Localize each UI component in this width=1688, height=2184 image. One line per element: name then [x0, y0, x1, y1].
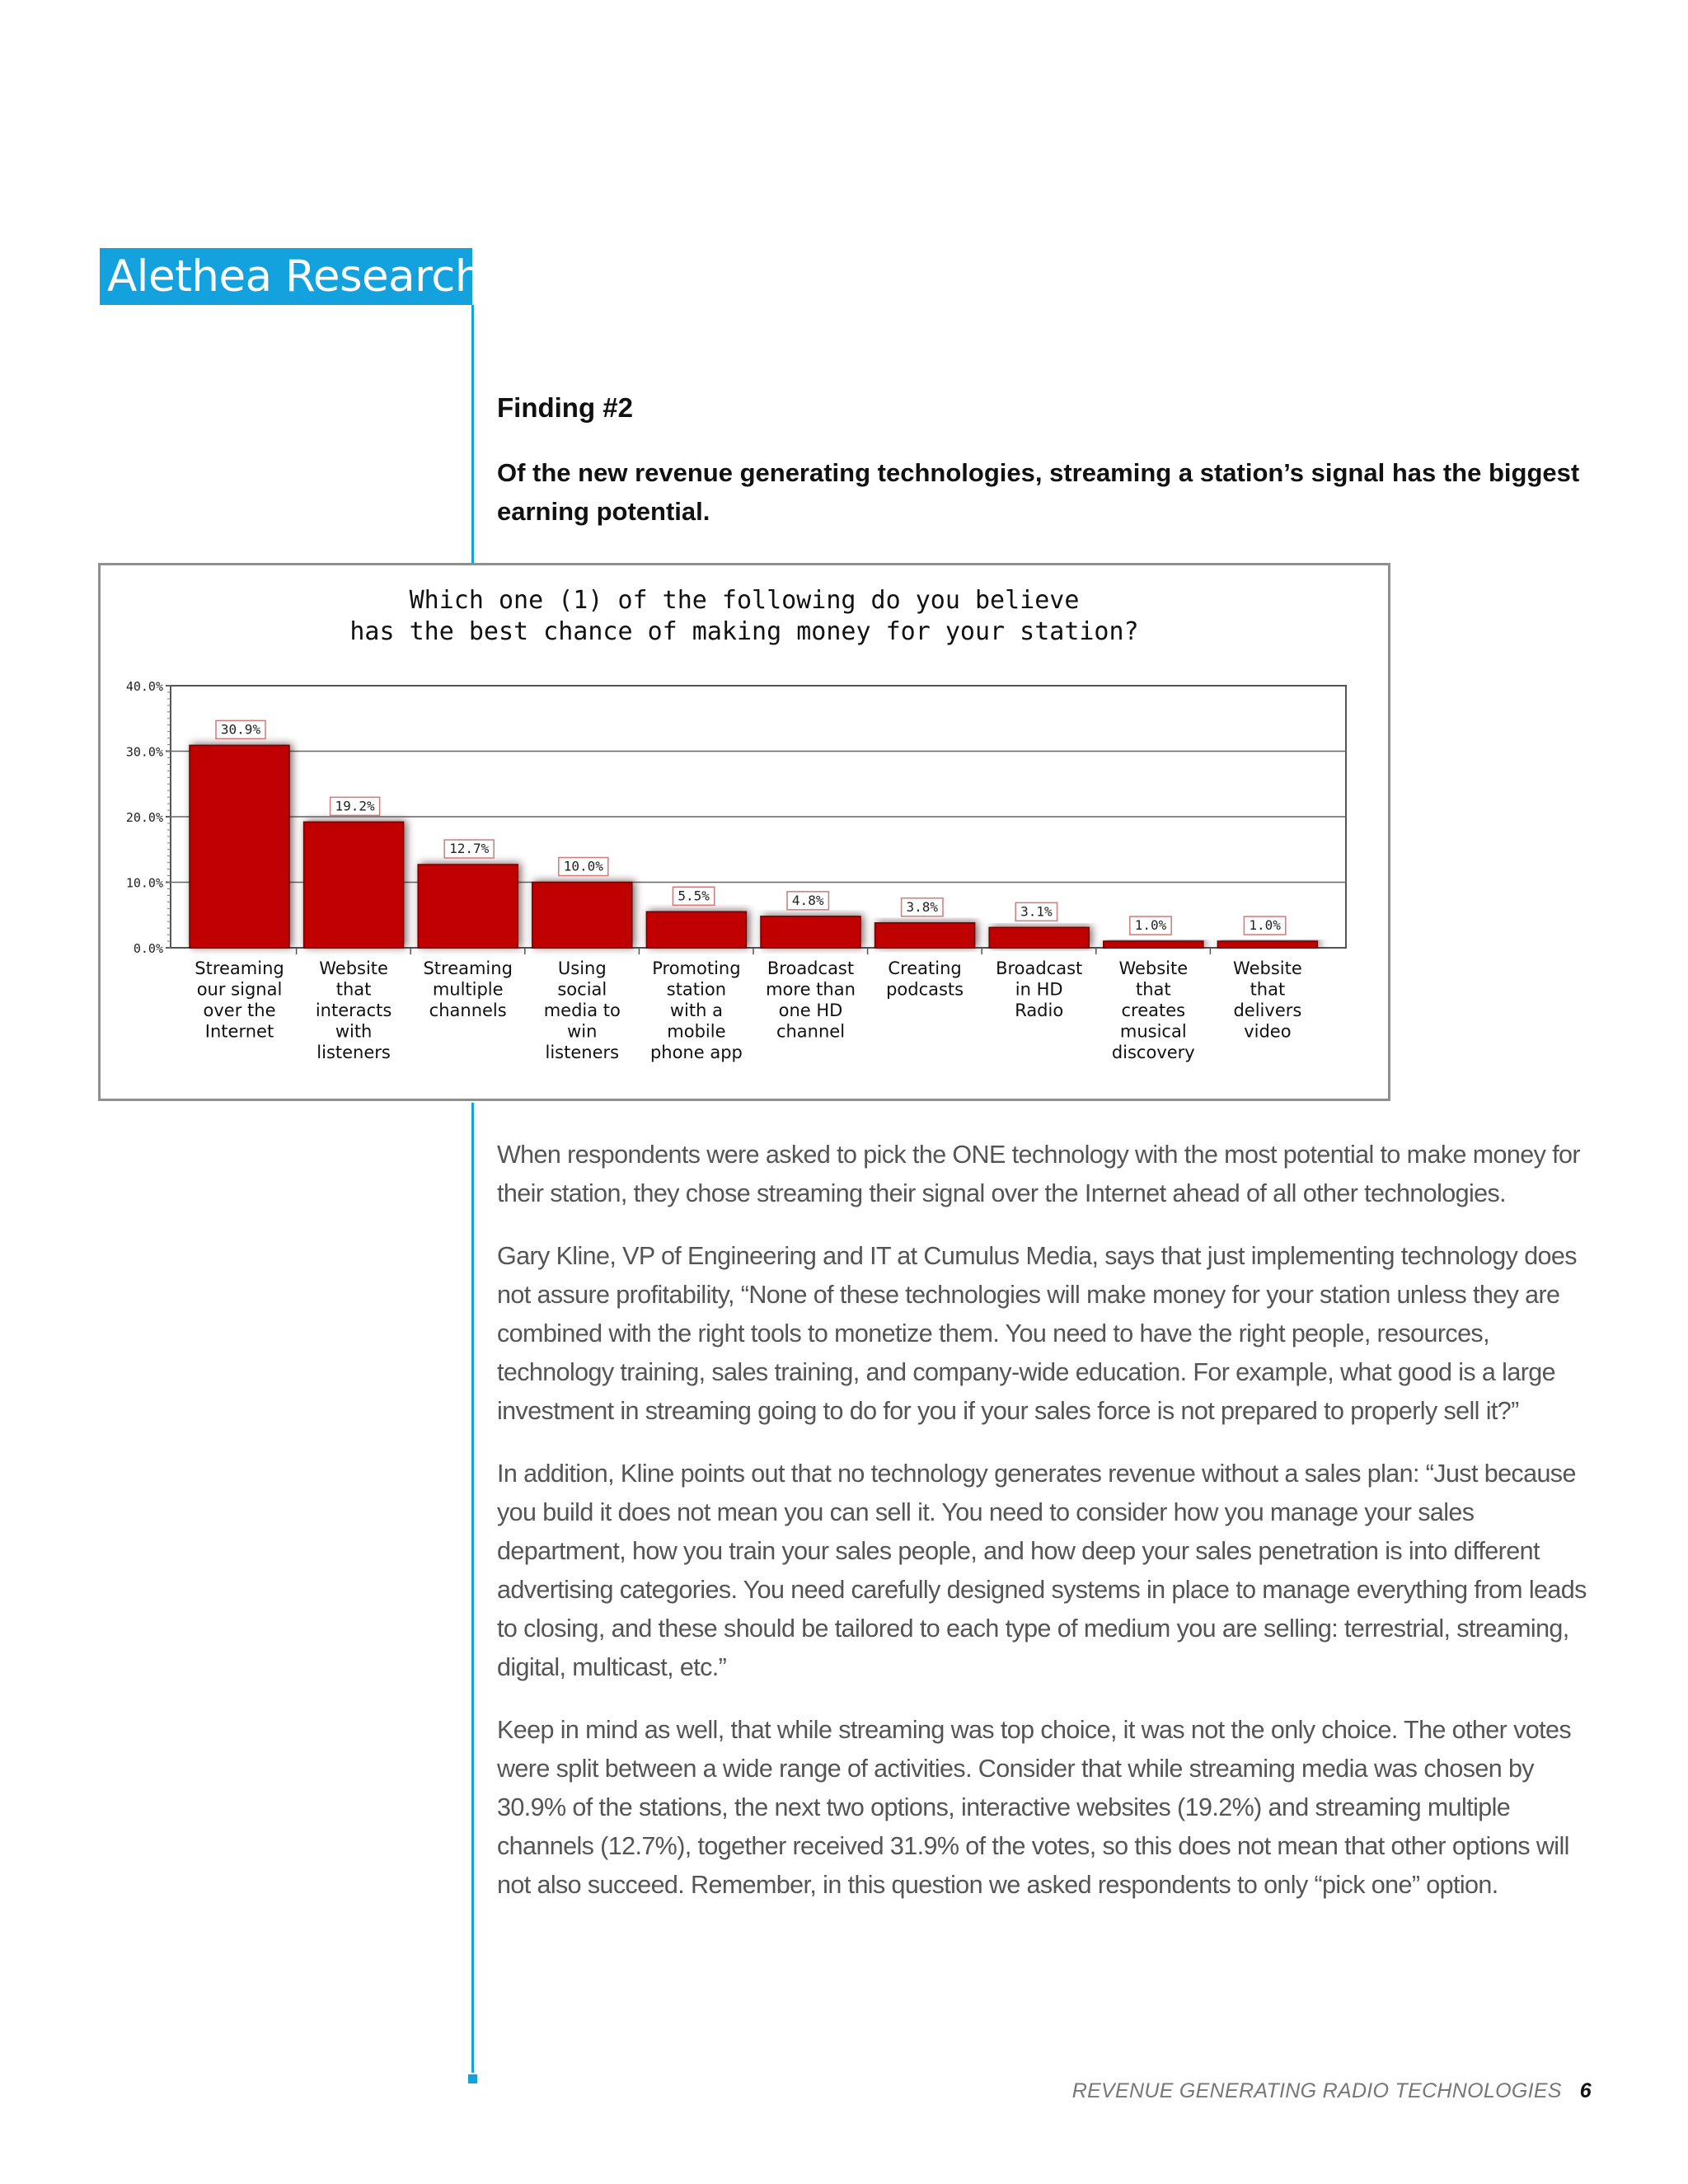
bar [761, 916, 860, 948]
x-category-label: discovery [1111, 1043, 1195, 1062]
x-category-label: social [557, 979, 607, 1000]
x-category-label: more than [766, 979, 856, 1000]
footer-title: REVENUE GENERATING RADIO TECHNOLOGIES [1071, 2079, 1562, 2102]
x-category-label: listeners [545, 1043, 620, 1062]
accent-rule-bottom [471, 1103, 474, 2073]
body-text [497, 1136, 1593, 1929]
x-category-label: musical [1119, 1021, 1187, 1042]
body-paragraph: Keep in mind as well, that while streaming was top choice, it was not the only choice. The other votes were split between a wide range of activities. Consider that while streaming media was chosen by 30.9% of the stations, the next two options, interactive websites (19.2%) and streaming multiple channels (12.7%), together received 31.9% of the votes, so this does not mean that other options will not also succeed. Remember, in this question we asked respondents to only “pick one” option. [497, 1716, 1571, 1899]
x-category-label: creates [1121, 1001, 1186, 1020]
x-category-label: Website [1118, 958, 1189, 978]
x-category-label: listeners [316, 1043, 391, 1062]
x-category-label: mobile [667, 1021, 726, 1042]
x-category-label: Streaming [423, 958, 513, 978]
x-category-label: phone app [649, 1043, 743, 1062]
data-label: 4.8% [791, 892, 824, 908]
x-category-label: media to [543, 1001, 621, 1020]
chart-title-line: Which one (1) of the following do you believe [409, 586, 1080, 615]
y-tick-label: 10.0% [125, 875, 163, 891]
data-label: 10.0% [563, 858, 603, 874]
data-label: 1.0% [1134, 917, 1167, 934]
x-category-label: that [1250, 979, 1286, 1000]
x-category-label: over the [203, 1001, 276, 1020]
bar [1217, 941, 1317, 948]
x-category-label: multiple [432, 979, 504, 1000]
bar [418, 865, 518, 948]
page-footer [1072, 2079, 1592, 2103]
bar [190, 745, 289, 948]
bar [304, 822, 404, 948]
y-tick-label: 20.0% [125, 810, 163, 825]
x-category-label: Website [1233, 958, 1302, 978]
bar [875, 923, 975, 948]
x-category-label: podcasts [886, 979, 964, 1000]
body-paragraph: When respondents were asked to pick the ONE technology with the most potential to make money for their station, they chose streaming their signal over the Internet ahead of all other technologies. [497, 1141, 1580, 1207]
x-category-label: Internet [204, 1021, 274, 1042]
accent-square [468, 2074, 477, 2083]
page-number: 6 [1579, 2079, 1592, 2102]
x-category-label: video [1244, 1021, 1292, 1042]
finding-label: Finding #2 [497, 392, 633, 423]
x-category-label: that [1135, 979, 1171, 1000]
x-category-label: channel [776, 1021, 846, 1042]
body-paragraph: In addition, Kline points out that no technology generates revenue without a sales plan: “Just because you build it does not mean you can sell it. You need to consider how you manage your sales department, how you train your sales people, and how deep your sales penetration is into different advertising categories. You need carefully designed systems in place to manage everything from leads to closing, and these should be tailored to each type of medium you are selling: terrestrial, streaming, digital, multicast, etc.” [497, 1460, 1587, 1681]
x-category-label: Streaming [195, 958, 284, 978]
data-label: 5.5% [678, 888, 710, 904]
body-paragraph: Gary Kline, VP of Engineering and IT at Cumulus Media, says that just implementing technology does not assure profitability, “None of these technologies will make money for your station unless they are combined with the right tools to monetize them. You need to have the right people, resources, technology training, sales training, and company-wide education. For example, what good is a large investment in streaming going to do for you if your sales force is not prepared to properly sell it?” [497, 1242, 1577, 1425]
x-category-label: win [567, 1021, 598, 1042]
x-category-label: station [666, 979, 727, 1000]
x-category-label: Using [557, 958, 607, 978]
brand-logo: Alethea Research [100, 248, 472, 305]
x-category-label: with a [669, 1001, 723, 1020]
x-category-label: with [335, 1021, 373, 1042]
x-category-label: one HD [778, 1001, 843, 1020]
finding-headline: Of the new revenue generating technologies, streaming a station’s signal has the biggest earning potential. [497, 458, 1580, 526]
x-category-label: in HD [1015, 979, 1063, 1000]
x-category-label: Website [319, 958, 388, 978]
x-category-label: Creating [888, 958, 962, 978]
x-category-label: our signal [196, 979, 283, 1000]
data-label: 12.7% [449, 841, 490, 857]
x-category-label: Broadcast [996, 958, 1083, 978]
x-category-label: Promoting [652, 958, 741, 978]
data-label: 3.1% [1020, 903, 1053, 920]
y-tick-label: 30.0% [125, 744, 163, 760]
x-category-label: Broadcast [767, 958, 855, 978]
data-label: 30.9% [220, 721, 261, 738]
x-category-label: delivers [1233, 1001, 1302, 1020]
data-label: 19.2% [335, 798, 375, 814]
bar [646, 912, 746, 948]
chart-panel [98, 563, 1390, 1101]
bar [989, 927, 1089, 948]
x-category-label: that [335, 979, 372, 1000]
y-tick-label: 40.0% [125, 679, 163, 694]
bar-chart [101, 565, 1388, 1099]
y-tick-label: 0.0% [133, 941, 163, 956]
bar [1104, 941, 1203, 948]
data-label: 3.8% [906, 898, 939, 915]
accent-rule-top [471, 305, 474, 565]
chart-title-line: has the best chance of making money for your station? [349, 617, 1139, 646]
x-category-label: interacts [315, 1001, 392, 1020]
x-category-label: channels [429, 1001, 507, 1020]
data-label: 1.0% [1249, 917, 1281, 934]
x-category-label: Radio [1015, 1001, 1064, 1020]
bar [532, 883, 632, 949]
